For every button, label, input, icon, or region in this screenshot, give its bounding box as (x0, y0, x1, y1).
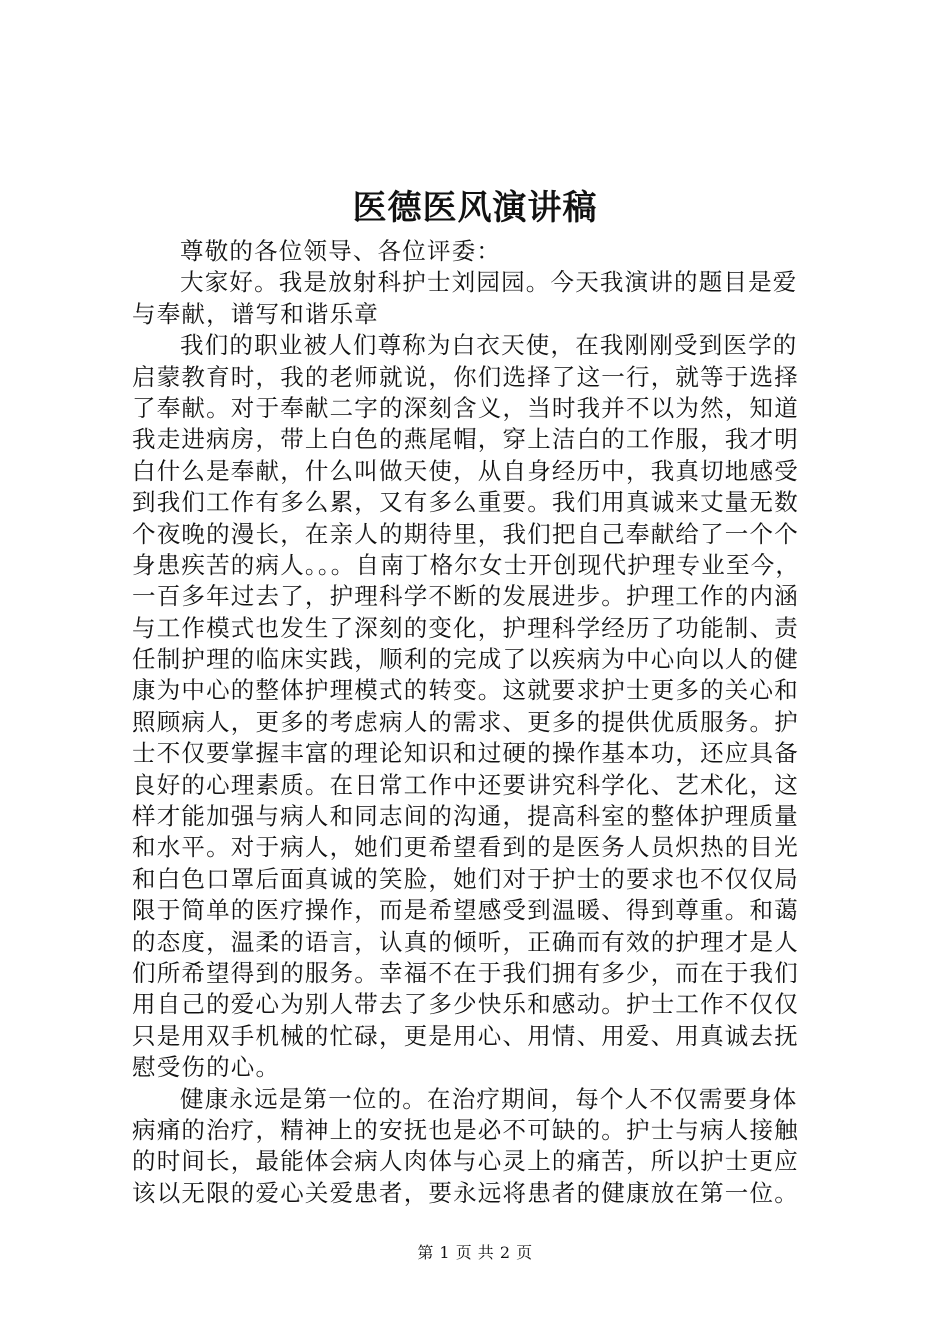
text-line: 和水平。对于病人，她们更希望看到的是医务人员炽热的目光 (132, 833, 799, 862)
page-footer: 第 1 页 共 2 页 (417, 1243, 533, 1262)
text-line: 启蒙教育时，我的老师就说，你们选择了这一行，就等于选择 (132, 362, 799, 391)
text-line: 用自己的爱心为别人带去了多少快乐和感动。护士工作不仅仅 (132, 990, 799, 1019)
text-line: 与工作模式也发生了深刻的变化，护理科学经历了功能制、责 (132, 613, 799, 642)
text-line: 限于简单的医疗操作，而是希望感受到温暖、得到尊重。和蔼 (132, 896, 799, 925)
text-line: 了奉献。对于奉献二字的深刻含义，当时我并不以为然，知道 (132, 393, 799, 422)
text-line: 该以无限的爱心关爱患者，要永远将患者的健康放在第一位。 (132, 1178, 799, 1207)
text-line: 我们的职业被人们尊称为白衣天使，在我刚刚受到医学的 (180, 331, 798, 360)
text-line: 的态度，温柔的语言，认真的倾听，正确而有效的护理才是人 (132, 927, 799, 956)
text-line: 良好的心理素质。在日常工作中还要讲究科学化、艺术化，这 (132, 770, 799, 799)
text-line: 和白色口罩后面真诚的笑脸，她们对于护士的要求也不仅仅局 (132, 864, 799, 893)
text-line: 到我们工作有多么累，又有多么重要。我们用真诚来丈量无数 (132, 488, 799, 517)
document-title: 医德医风演讲稿 (352, 188, 598, 228)
text-line: 身患疾苦的病人。。。自南丁格尔女士开创现代护理专业至今， (132, 550, 801, 579)
text-line: 士不仅要掌握丰富的理论知识和过硬的操作基本功，还应具备 (132, 739, 799, 768)
document-body (132, 236, 832, 1209)
text-line: 我走进病房，带上白色的燕尾帽，穿上洁白的工作服，我才明 (132, 425, 799, 454)
text-line: 的时间长，最能体会病人肉体与心灵上的痛苦，所以护士更应 (132, 1147, 799, 1176)
text-line: 们所希望得到的服务。幸福不在于我们拥有多少，而在于我们 (132, 958, 799, 987)
text-line: 与奉献，谱写和谐乐章 (132, 299, 379, 328)
text-line: 只是用双手机械的忙碌，更是用心、用情、用爱、用真诚去抚 (132, 1021, 799, 1050)
text-line: 任制护理的临床实践，顺利的完成了以疾病为中心向以人的健 (132, 645, 799, 674)
text-line: 尊敬的各位领导、各位评委： (180, 237, 502, 265)
text-line: 康为中心的整体护理模式的转变。这就要求护士更多的关心和 (132, 676, 799, 705)
text-line: 慰受伤的心。 (132, 1053, 281, 1082)
text-line: 样才能加强与病人和同志间的沟通，提高科室的整体护理质量 (132, 802, 799, 831)
text-line: 病痛的治疗，精神上的安抚也是必不可缺的。护士与病人接触 (132, 1115, 799, 1144)
text-line: 照顾病人，更多的考虑病人的需求、更多的提供优质服务。护 (132, 707, 799, 736)
text-line: 一百多年过去了，护理科学不断的发展进步。护理工作的内涵 (132, 582, 799, 611)
text-line: 健康永远是第一位的。在治疗期间，每个人不仅需要身体 (180, 1084, 798, 1113)
text-line: 白什么是奉献，什么叫做天使，从自身经历中，我真切地感受 (132, 456, 799, 485)
text-line: 大家好。我是放射科护士刘园园。今天我演讲的题目是爱 (180, 268, 798, 297)
text-line: 个夜晚的漫长，在亲人的期待里，我们把自己奉献给了一个个 (132, 519, 799, 548)
